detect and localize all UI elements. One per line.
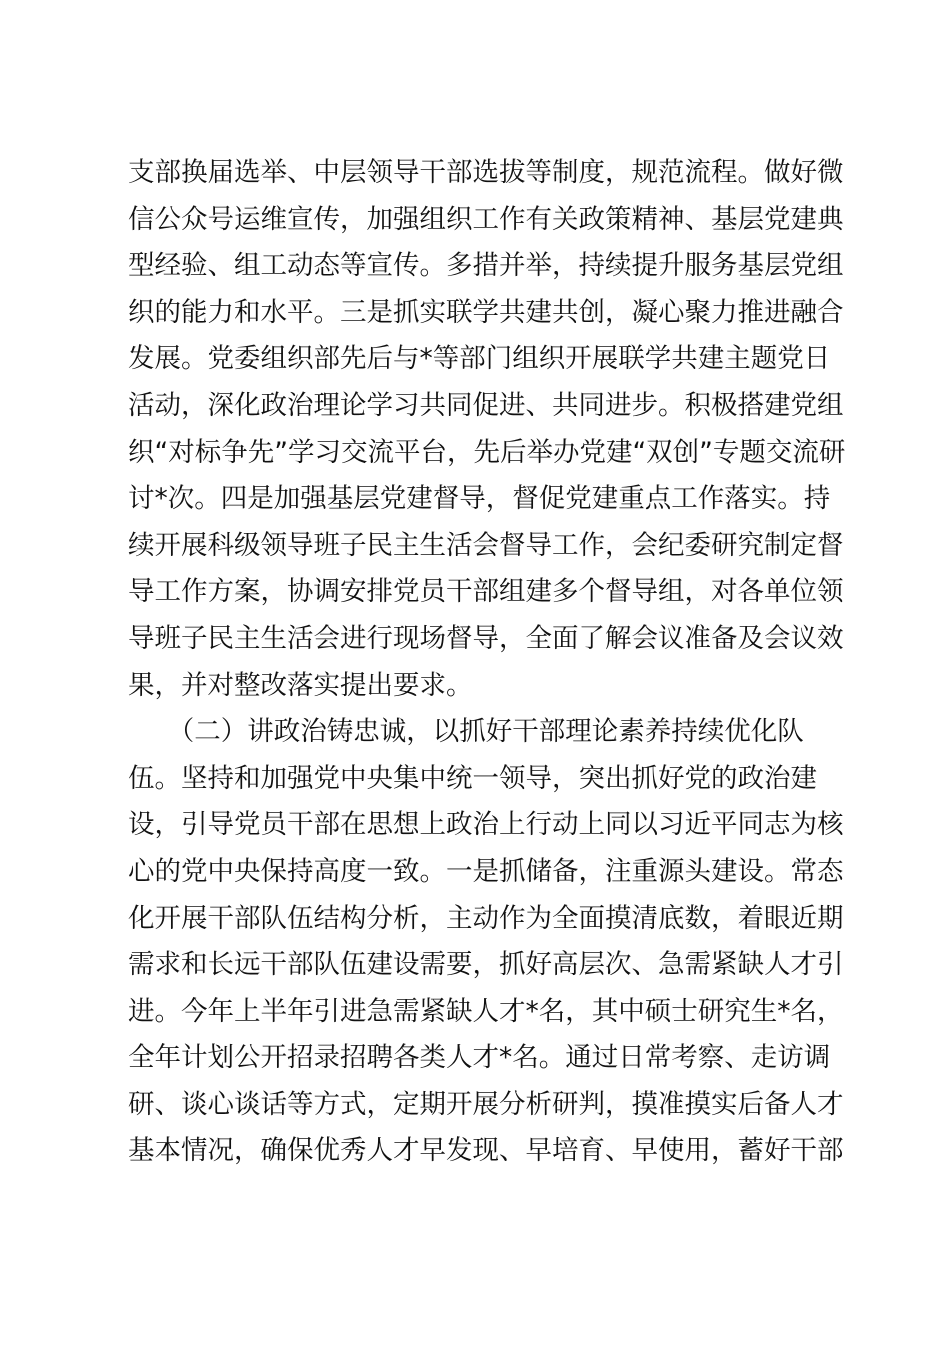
text-line: 心的党中央保持高度一致。一是抓储备，注重源头建设。常态 xyxy=(128,855,844,887)
text-line: 导班子民主生活会进行现场督导，全面了解会议准备及会议效 xyxy=(128,622,844,654)
text-line: 进。今年上半年引进急需紧缺人才*名，其中硕士研究生*名， xyxy=(128,995,844,1027)
text-line: 织的能力和水平。三是抓实联学共建共创，凝心聚力推进融合 xyxy=(128,296,844,328)
text-line: 需求和长远干部队伍建设需要，抓好高层次、急需紧缺人才引 xyxy=(128,949,844,981)
text-line: 型经验、组工动态等宣传。多措并举，持续提升服务基层党组 xyxy=(128,250,844,282)
text-line: 研、谈心谈话等方式，定期开展分析研判，摸准摸实后备人才 xyxy=(128,1088,844,1120)
text-line: 全年计划公开招录招聘各类人才*名。通过日常考察、走访调 xyxy=(128,1042,831,1074)
text-line: 伍。坚持和加强党中央集中统一领导，突出抓好党的政治建 xyxy=(128,762,817,794)
body-text xyxy=(128,150,846,1175)
text-line: 导工作方案，协调安排党员干部组建多个督导组，对各单位领 xyxy=(128,576,844,608)
text-line: 讨*次。四是加强基层党建督导，督促党建重点工作落实。持 xyxy=(128,483,831,515)
section-heading-line: （二）讲政治铸忠诚，以抓好干部理论素养持续优化队 xyxy=(128,716,804,748)
text-line: 设，引导党员干部在思想上政治上行动上同以习近平同志为核 xyxy=(128,809,844,841)
text-line: 支部换届选举、中层领导干部选拔等制度，规范流程。做好微 xyxy=(128,157,844,188)
text-line: 基本情况，确保优秀人才早发现、早培育、早使用，蓄好干部 xyxy=(128,1135,844,1167)
text-line: 果，并对整改落实提出要求。 xyxy=(128,669,473,701)
text-line: 信公众号运维宣传，加强组织工作有关政策精神、基层党建典 xyxy=(128,203,844,235)
text-line: 化开展干部队伍结构分析，主动作为全面摸清底数，着眼近期 xyxy=(128,902,844,934)
text-line: 发展。党委组织部先后与*等部门组织开展联学共建主题党日 xyxy=(128,343,831,375)
text-line: 续开展科级领导班子民主生活会督导工作，会纪委研究制定督 xyxy=(128,529,844,561)
text-line: 织“对标争先”学习交流平台，先后举办党建“双创”专题交流研 xyxy=(128,436,846,468)
text-line: 活动，深化政治理论学习共同促进、共同进步。积极搭建党组 xyxy=(128,389,844,421)
